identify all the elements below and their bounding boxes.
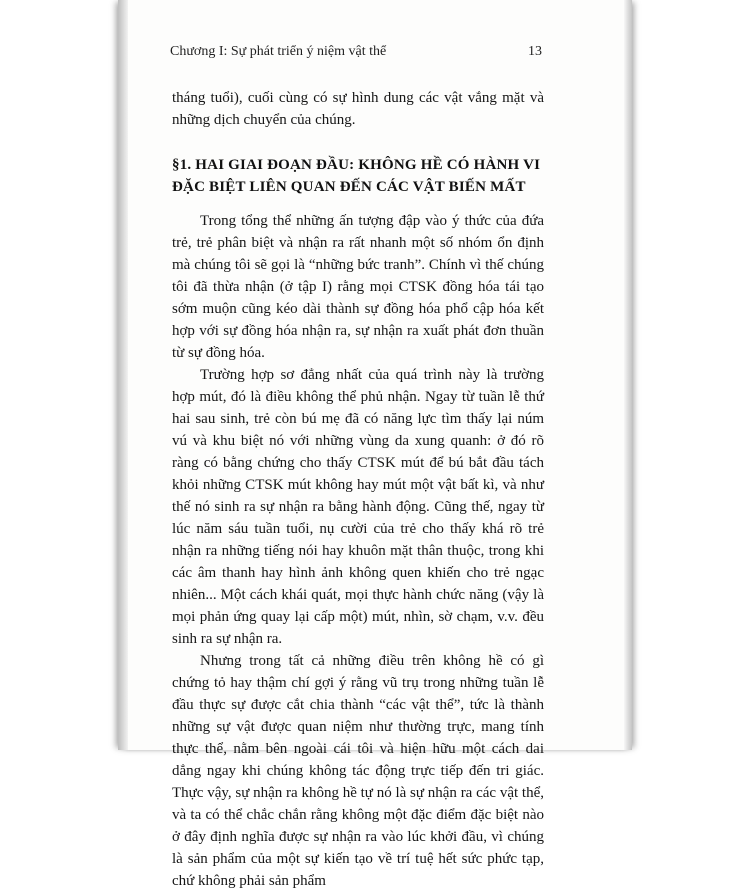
running-head bbox=[170, 44, 542, 64]
continuation-paragraph: tháng tuổi), cuối cùng có sự hình dung các vật vắng mặt và những dịch chuyển của chúng. bbox=[172, 90, 544, 128]
page-edge-shadow-left bbox=[118, 0, 128, 750]
section-heading: §1. HAI GIAI ĐOẠN ĐẦU: KHÔNG HỀ CÓ HÀNH VI ĐẶC BIỆT LIÊN QUAN ĐẾN CÁC VẬT BIẾN MẤT bbox=[172, 157, 541, 195]
body-paragraph-2: Trường hợp sơ đẳng nhất của quá trình này là trường hợp mút, đó là điều không thể phủ nhận. Ngay từ tuần lễ thứ hai sau sinh, trẻ còn bú mẹ đã có năng lực tìm thấy lại núm vú và khu biệt nó với những vùng da xung quanh: ở đó rõ ràng có bằng chứng cho thấy CTSK mút để bú bắt đầu tách khỏi những CTSK mút không hay mút một vật bất kì, và như thế nó sinh ra sự nhận ra bằng hành động. Cũng thế, ngay từ lúc năm sáu tuần tuổi, nụ cười của trẻ cho thấy khá rõ trẻ nhận ra những tiếng nói hay khuôn mặt thân thuộc, trong khi các âm thanh hay hình ảnh không quen khiến cho trẻ ngạc nhiên... Một cách khái quát, mọi thực hành chức năng (vậy là mọi phản ứng quay lại cấp một) mút, nhìn, sờ chạm, v.v. đều sinh ra sự nhận ra. bbox=[172, 367, 544, 647]
page-number: 13 bbox=[528, 44, 542, 59]
page-body bbox=[172, 87, 544, 892]
chapter-title: Chương I: Sự phát triển ý niệm vật thể bbox=[170, 44, 387, 59]
body-paragraph-3: Nhưng trong tất cả những điều trên không hề có gì chứng tỏ hay thậm chí gợi ý rằng vũ trụ trong những tuần lễ đầu thực sự được cắt chia thành “các vật thể”, tức là thành những sự vật được quan niệm như thường trực, mang tính thực thể, nằm bên ngoài cái tôi và hiện hữu một cách dai dẳng ngay khi chúng không tác động trực tiếp đến tri giác. Thực vậy, sự nhận ra không hề tự nó là sự nhận ra các vật thể, và ta có thể chắc chắn rằng không một đặc điểm đặc biệt nào ở đây định nghĩa được sự nhận ra vào lúc khởi đầu, vì chúng là sản phẩm của một sự kiến tạo về trí tuệ hết sức phức tạp, chứ không phải sản phẩm bbox=[172, 653, 544, 889]
page-edge-shadow-right bbox=[624, 0, 632, 750]
body-paragraph-1: Trong tổng thể những ấn tượng đập vào ý thức của đứa trẻ, trẻ phân biệt và nhận ra rất nhanh một số nhóm ổn định mà chúng tôi sẽ gọi là “những bức tranh”. Chính vì thế chúng tôi đã thừa nhận (ở tập I) rằng mọi CTSK đồng hóa tái tạo sớm muộn cũng kéo dài thành sự đồng hóa phổ cập hóa kết hợp với sự đồng hóa nhận ra, sự nhận ra xuất phát đơn thuần từ sự đồng hóa. bbox=[172, 213, 544, 361]
